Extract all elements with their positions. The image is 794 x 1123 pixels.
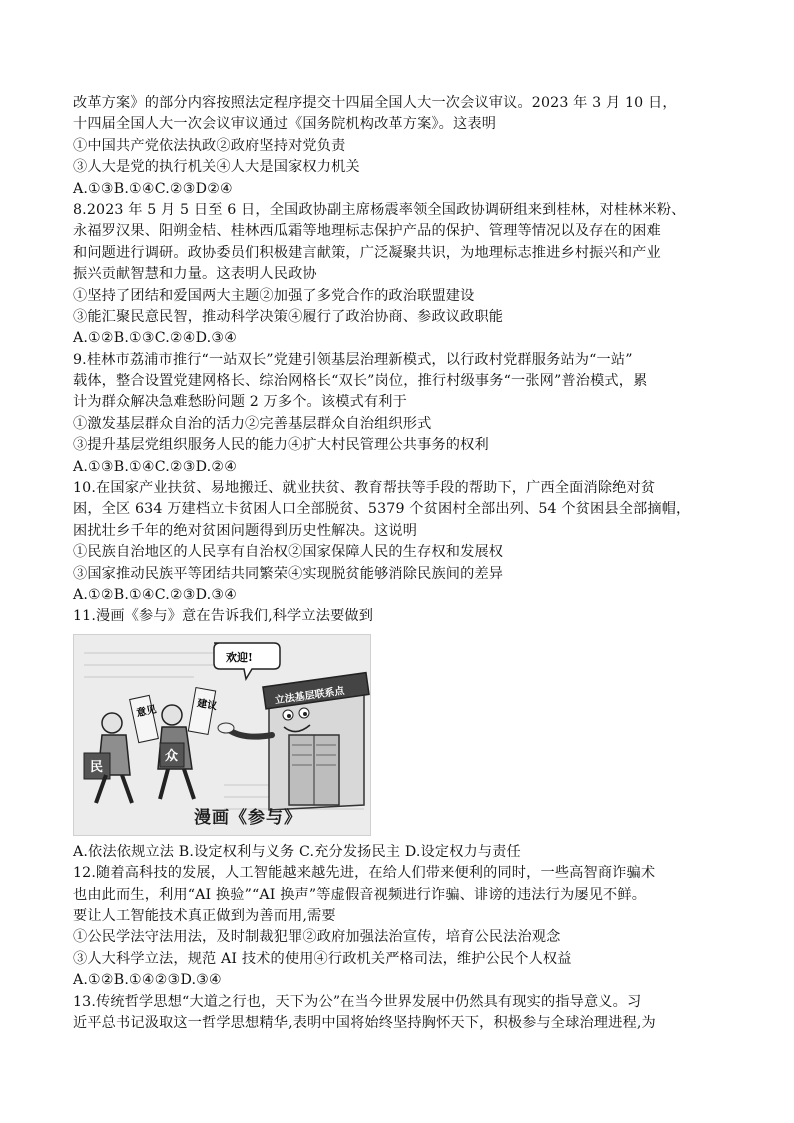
text-line: A.①③B.①④C.②③D②④ [73,180,233,197]
text-line: 十四届全国人大一次会议审议通过《国务院机构改革方案》。这表明 [73,116,497,133]
text-line: ③提升基层党组织服务人民的能力④扩大村民管理公共事务的权利 [73,437,489,454]
text-line: 改革方案》的部分内容按照法定程序提交十四届全国人大一次会议审议。2023 年 3 月 10 日， [73,95,677,111]
text-line: ①公民学法守法用法，及时制裁犯罪②政府加强法治宣传，培育公民法治观念 [73,929,561,946]
cartoon-caption: 漫画《参与》 [194,807,302,828]
text-line: 11.漫画《参与》意在告诉我们,科学立法要做到 [73,608,374,625]
speech-bubble-text: 欢迎! [226,650,253,664]
text-line: 9.桂林市荔浦市推行“一站双长”党建引领基层治理新模式，以行政村党群服务站为“一站” [73,351,633,368]
text-line: ①坚持了团结和爱国两大主题②加强了多党合作的政治联盟建设 [73,287,475,304]
text-line: ③能汇聚民意民智，推动科学决策④履行了政治协商、参政议政职能 [73,308,504,325]
text-line: 也由此而生，利用“AI 换验”“AI 换声”等虚假音视频进行诈骗、诽谤的违法行为屡见不鲜。 [73,886,647,903]
text-line: 永福罗汉果、阳朔金桔、桂林西瓜霜等地理标志保护产品的保护、管理等情况以及存在的困难 [73,223,661,240]
text-line: 困扰壮乡千年的绝对贫困问题得到历史性解决。这说明 [73,522,418,539]
text-line: 13.传统哲学思想“大道之行也，天下为公”在当今世界发展中仍然具有现实的指导意义。习 [73,993,642,1010]
text-line: 8.2023 年 5 月 5 日至 6 日，全国政协副主席杨震率领全国政协调研组来到桂林，对桂林米粉、 [73,201,686,218]
cartoon-image [73,634,371,836]
text-line: A.①②B.①④C.②③D.③④ [73,586,238,603]
text-line: ①中国共产党依法执政②政府坚持对党负责 [73,137,346,154]
person1-label: 民 [90,759,104,775]
text-line: 要让人工智能技术真正做到为善而用,需要 [73,907,336,924]
text-line: 载体，整合设置党建网格长、综治网格长“双长”岗位，推行村级事务“一张网”普治模式，累 [73,373,648,390]
text-line: ①激发基层群众自治的活力②完善基层群众自治组织形式 [73,415,432,432]
text-line: 困，全区 634 万建档立卡贫困人口全部脱贫、5379 个贫困村全部出列、54 个贫困县全部摘帽， [73,501,691,518]
document-page [73,93,723,1034]
text-line: ③国家推动民族平等团结共同繁荣④实现脱贫能够消除民族间的差异 [73,565,504,582]
text-line: 和问题进行调研。政协委员们积极建言献策，广泛凝聚共识，为地理标志推进乡村振兴和产业 [73,244,661,261]
sign-text: 立法基层联系点 [274,685,346,707]
person2-label: 众 [165,748,179,764]
text-line: A.依法依规立法 B.设定权利与义务 C.充分发扬民主 D.设定权力与责任 [73,843,521,860]
text-block-top [73,93,723,628]
text-line: 振兴贡献智慧和力量。这表明人民政协 [73,266,317,283]
text-line: ③人大是党的执行机关④人大是国家权力机关 [73,159,360,176]
text-line: A.①③B.①④C.②③D.②④ [73,458,238,475]
paper1-text: 意见 [135,704,158,720]
text-line: 近平总书记汲取这一哲学思想精华,表明中国将始终坚持胸怀天下，积极参与全球治理进程,为 [73,1014,656,1031]
text-line: A.①②B.①③C.②④D.③④ [73,330,238,347]
text-line: 10.在国家产业扶贫、易地搬迁、就业扶贫、教育帮扶等手段的帮助下，广西全面消除绝对贫 [73,480,656,497]
text-line: ①民族自治地区的人民享有自治权②国家保障人民的生存权和发展权 [73,544,504,561]
text-block-bottom [73,842,723,1035]
text-line: A.①②B.①④②③D.③④ [73,972,222,989]
text-line: 12.随着高科技的发展，人工智能越来越先进，在给人们带来便利的同时，一些高智商诈骗术 [73,865,656,882]
paper2-text: 建议 [196,697,218,713]
text-line: ③人大科学立法，规范 AI 技术的使用④行政机关严格司法，维护公民个人权益 [73,950,572,967]
text-line: 计为群众解决急难愁盼问题 2 万多个。该模式有利于 [73,394,407,411]
